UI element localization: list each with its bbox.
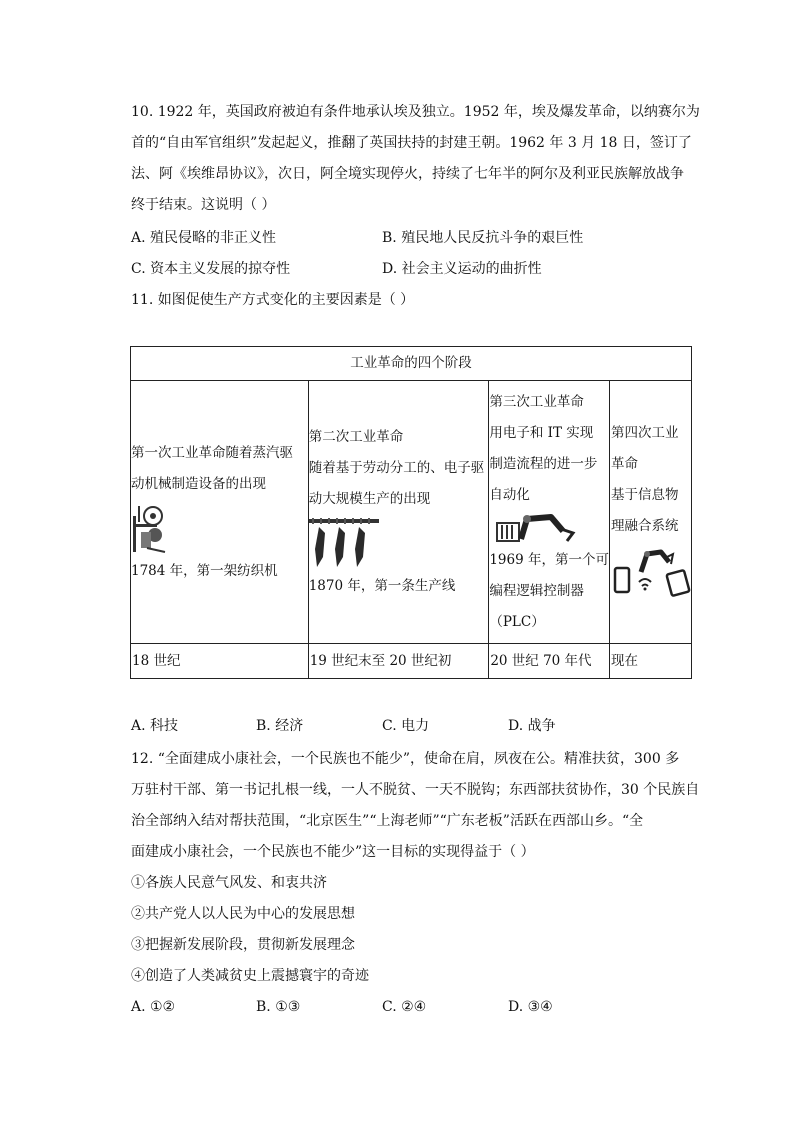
table-title: 工业革命的四个阶段	[131, 347, 692, 381]
cyber-physical-icon	[611, 544, 691, 604]
stage-3-line-4: 自动化	[489, 486, 530, 503]
stage-3-caption-line-3: （PLC）	[489, 613, 545, 630]
period-3: 20 世纪 70 年代	[489, 644, 610, 679]
robot-arm-icon	[489, 513, 581, 543]
q10-stem-line-4: 终于结束。这说明（ ）	[131, 197, 276, 213]
q12-option-c: C. ②④	[382, 999, 427, 1015]
stage-2-line-2: 随着基于劳动分工的、电子驱	[308, 460, 485, 476]
q12-option-a: A. ①②	[131, 999, 176, 1015]
production-line-icon	[309, 517, 381, 569]
stage-cell-1	[131, 381, 309, 644]
stage-cell-2	[308, 381, 489, 644]
stage-3-caption-line-1: 1969 年，第一个可	[489, 551, 609, 568]
q12-stem-line-4: 面建成小康社会，一个民族也不能少”这一目标的实现得益于（ ）	[131, 844, 535, 860]
stage-2-line-3: 动大规模生产的出现	[308, 491, 431, 507]
industrial-revolution-table	[130, 346, 692, 679]
period-4: 现在	[610, 644, 692, 679]
textile-machine-icon	[131, 502, 171, 554]
stage-1-line-2: 动机械制造设备的出现	[131, 475, 266, 492]
stage-2-caption: 1870 年，第一条生产线	[308, 578, 456, 594]
period-1: 18 世纪	[131, 644, 309, 679]
q12-option-b: B. ①③	[256, 999, 301, 1015]
q12-stem-line-3: 治全部纳入结对帮扶范围，“北京医生”“上海老师”“广东老板”活跃在西部山乡。“全	[131, 813, 644, 829]
q12-statement-2: ②共产党人以人民为中心的发展思想	[131, 906, 355, 922]
stage-1-caption: 1784 年，第一架纺织机	[131, 562, 278, 579]
q10-option-a: A. 殖民侵略的非正义性	[131, 230, 277, 246]
q12-stem-line-1: 12. “全面建成小康社会，一个民族也不能少”，使命在肩，夙夜在公。精准扶贫，300 多	[131, 751, 680, 767]
q12-statement-1: ①各族人民意气风发、和衷共济	[131, 875, 327, 891]
q12-statement-4: ④创造了人类减贫史上震撼寰宇的奇迹	[131, 968, 369, 984]
stage-3-line-3: 制造流程的进一步	[489, 455, 598, 472]
q11-option-d: D. 战争	[508, 718, 556, 734]
q10-option-d: D. 社会主义运动的曲折性	[382, 261, 542, 277]
q12-statement-3: ③把握新发展阶段，贯彻新发展理念	[131, 937, 355, 953]
period-2: 19 世纪末至 20 世纪初	[308, 644, 489, 679]
q11-option-a: A. 科技	[131, 718, 179, 734]
q10-option-b: B. 殖民地人民反抗斗争的艰巨性	[382, 230, 584, 246]
q11-option-b: B. 经济	[256, 718, 304, 734]
stage-2-line-1: 第二次工业革命	[308, 429, 404, 445]
stage-3-line-2: 用电子和 IT 实现	[489, 424, 594, 441]
stage-4-line-1: 第四次工业	[611, 425, 679, 441]
stage-cell-4	[610, 381, 692, 644]
q10-stem-line-3: 法、阿《埃维昂协议》，次日，阿全境实现停火，持续了七年半的阿尔及利亚民族解放战争	[131, 166, 684, 182]
q12-stem-line-2: 万驻村干部、第一书记扎根一线，一人不脱贫、一天不脱钩；东西部扶贫协作，30 个民族自	[131, 782, 700, 798]
q11-option-c: C. 电力	[382, 718, 430, 734]
stage-cell-3	[489, 381, 610, 644]
q12-option-d: D. ③④	[508, 999, 553, 1015]
q10-option-c: C. 资本主义发展的掠夺性	[131, 261, 291, 277]
q11-stem: 11. 如图促使生产方式变化的主要因素是（ ）	[131, 292, 415, 308]
stage-4-line-3: 基于信息物	[611, 487, 679, 503]
stage-4-line-2: 革命	[611, 456, 638, 472]
stage-1-line-1: 第一次工业革命随着蒸汽驱	[131, 444, 293, 461]
q10-stem-line-2: 首的“自由军官组织”发起起义，推翻了英国扶持的封建王朝。1962 年 3 月 18 日，签订了	[131, 135, 692, 151]
stage-3-caption-line-2: 编程逻辑控制器	[489, 582, 584, 599]
stage-4-line-4: 理融合系统	[611, 518, 679, 534]
q10-stem-line-1: 10. 1922 年，英国政府被迫有条件地承认埃及独立。1952 年，埃及爆发革命，以纳赛尔为	[131, 104, 700, 120]
stage-3-line-1: 第三次工业革命	[489, 393, 584, 410]
